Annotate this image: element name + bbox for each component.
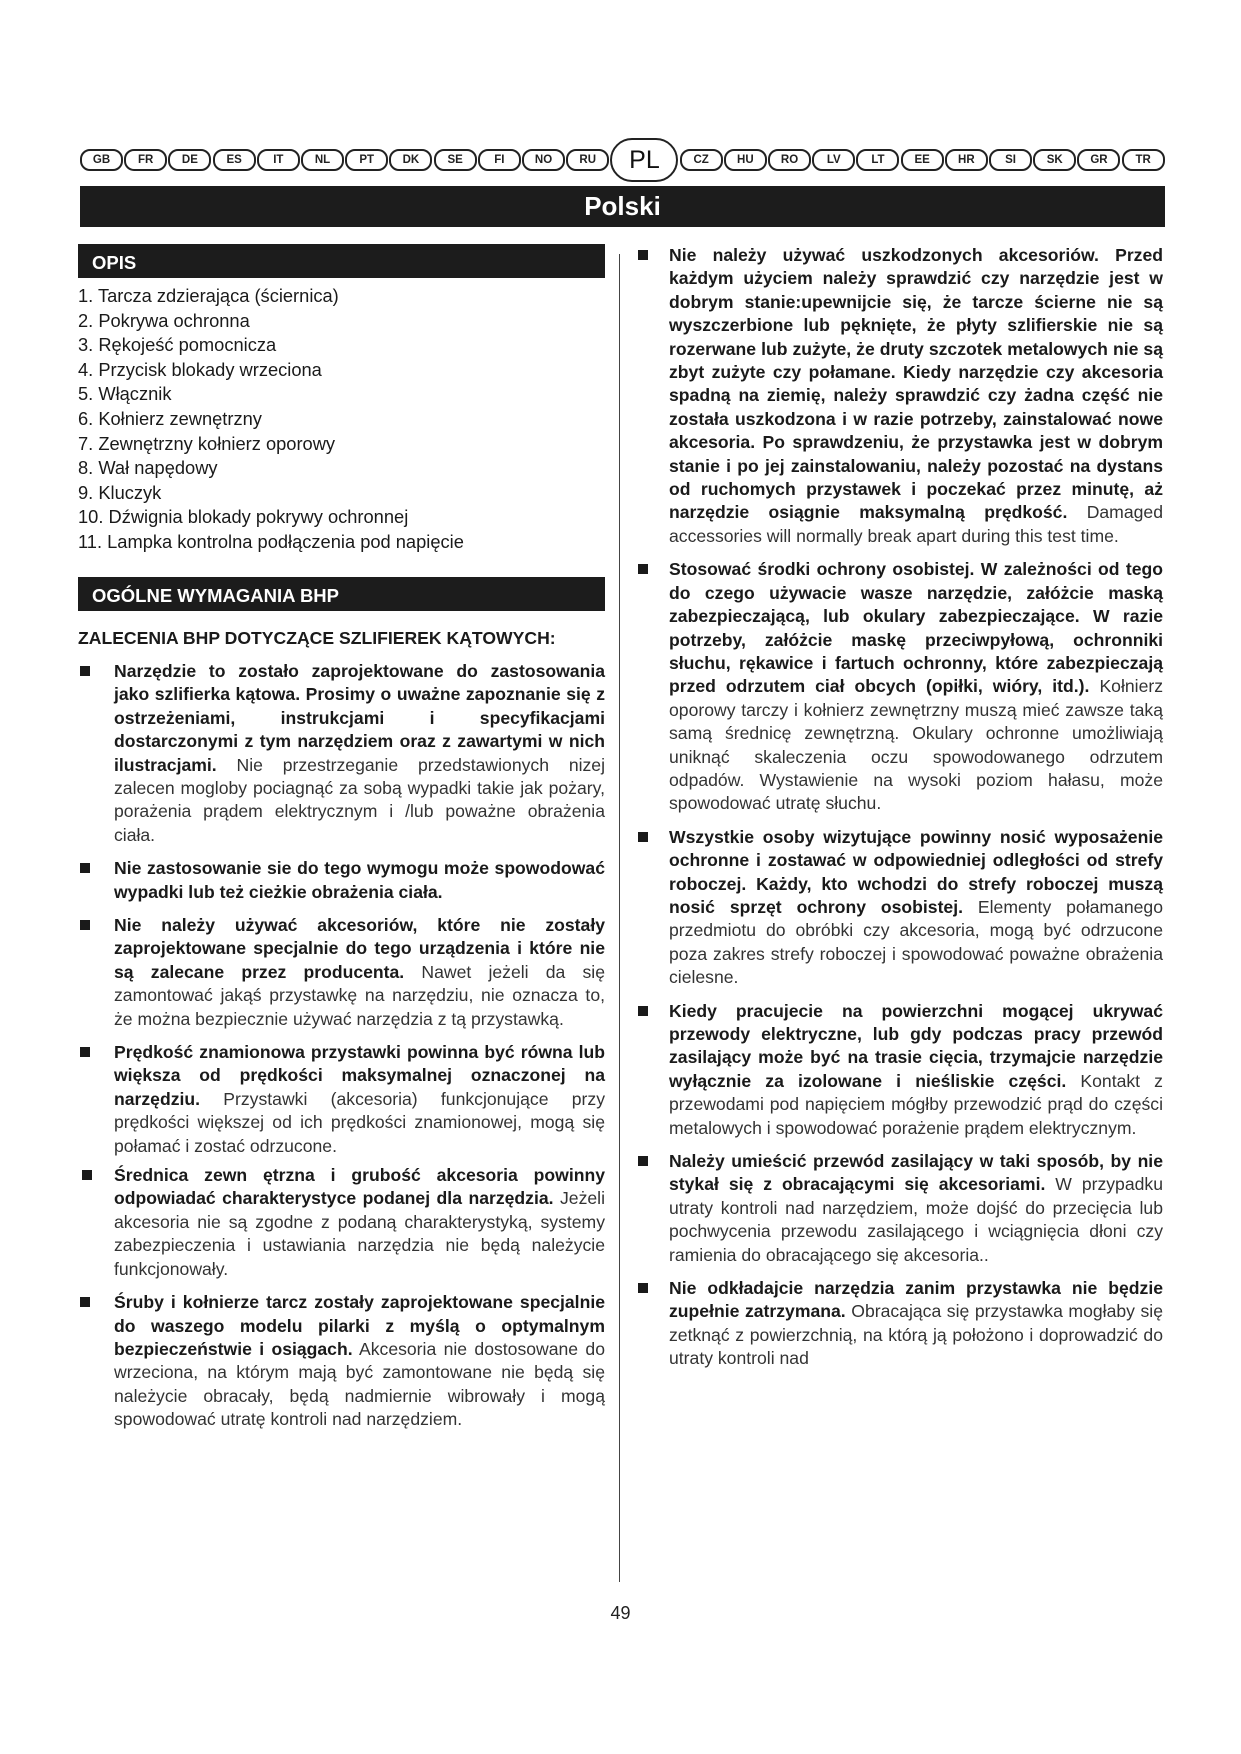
bhp-heading: OGÓLNE WYMAGANIA BHP [78, 577, 605, 611]
lang-badge-gr: GR [1077, 149, 1120, 171]
bullet-text: Przystawki (akcesoria) funkcjonujące przy prędkości większej od ich prędkości znamionowej, mogą się połamać i zostać odrzucone. [114, 1088, 605, 1156]
lang-badge-it: IT [257, 149, 300, 171]
list-item: 4. Przycisk blokady wrzeciona [78, 358, 322, 380]
list-item: 5. Włącznik [78, 383, 172, 405]
safety-bullet [636, 1000, 1163, 1140]
list-item: 11. Lampka kontrolna podłączenia pod napięcie [78, 530, 464, 552]
right-column [636, 244, 1163, 1371]
list-item: 3. Rękojeść pomocnicza [78, 334, 277, 356]
parts-list [78, 284, 605, 555]
lang-badge-fi: FI [478, 149, 521, 171]
safety-bullet [78, 857, 605, 904]
bullet-text: Kontakt z przewodami pod napięciem mógłby przewodzić prąd do części metalowych i spowodować porażenie prądem elektrycznym. [669, 1070, 1163, 1138]
language-bar [80, 138, 1165, 182]
safety-bullet [78, 660, 605, 847]
lang-badge-fr: FR [124, 149, 167, 171]
lang-badge-lv: LV [812, 149, 855, 171]
list-item: 7. Zewnętrzny kołnierz oporowy [78, 432, 336, 454]
bullet-bold-text: Średnica zewn ętrzna i grubość akcesoria powinny odpowiadać charakterystyce podanej dla narzędzia. [114, 1165, 605, 1209]
lang-badge-es: ES [213, 149, 256, 171]
bullet-bold-text: Nie należy używać akcesoriów, które nie zostały zaprojektowane specjalnie do tego urządzenia i które nie są zalecane przez producenta. [114, 915, 605, 982]
safety-bullet [78, 914, 605, 1031]
bullet-bold-text: Nie zastosowanie sie do tego wymogu może spowodować wypadki lub też cieżkie obrażenia ciała. [114, 858, 605, 902]
safety-bullet [78, 1164, 605, 1281]
lang-badge-pt: PT [345, 149, 388, 171]
left-column [78, 244, 605, 1432]
safety-bullet [636, 558, 1163, 815]
lang-badge-no: NO [522, 149, 565, 171]
lang-badge-hr: HR [945, 149, 988, 171]
lang-badge-si: SI [989, 149, 1032, 171]
lang-badge-de: DE [168, 149, 211, 171]
bullet-bold-text: Stosować środki ochrony osobistej. W zależności od tego do czego używacie wasze narzędzie, załóżcie maską zabezpieczającą, lub okulary zabezpieczające. W razie potrzeby, załóżcie maskę przeciwpyłową, ochronniki słuchu, rękawice i fartuch ochronny, które zabezpieczają przed odrzutem ciał obcych (opiłki, wióry, itd.). [669, 559, 1163, 697]
lang-badge-cz: CZ [680, 149, 723, 171]
lang-badge-ro: RO [768, 149, 811, 171]
safety-bullet [636, 1150, 1163, 1267]
bullet-bold-text: Kiedy pracujecie na powierzchni mogącej ukrywać przewody elektryczne, lub gdy podczas pracy przewód zasilający może być na trasie cięcia, trzymajcie narzędzie wyłącznie za izolowane i nieśliskie części. [669, 1000, 1163, 1091]
list-item: 10. Dźwignia blokady pokrywy ochronnej [78, 506, 409, 528]
lang-badge-hu: HU [724, 149, 767, 171]
bullet-bold-text: Narzędzie to zostało zaprojektowane do zastosowania jako szlifierka kątowa. Prosimy o uważne zapoznanie się z ostrzeżeniami, instrukcjami i specyfikacjami dostarczonymi z tym narzędziem oraz z zawartymi w nich ilustracjami. [114, 660, 605, 775]
bullet-bold-text: Nie należy używać uszkodzonych akcesoriów. Przed każdym użyciem należy sprawdzić czy narzędzie jest w dobrym stanie:upewnijcie się, że tarcze ścierne nie są wyszczerbione lub pęknięte, że płyty szlifierskie nie są rozerwane lub zużyte, że druty szczotek metalowych nie są zbyt zużyte czy połamane. Kiedy narzędzie czy akcesoria spadną na ziemię, należy sprawdzić czy żadna część nie została uszkodzona i w razie potrzeby, zainstalować nowe akcesoria. Po sprawdzeniu, że przystawka jest w dobrym stanie i po jej zainstalowaniu, należy pozostać na dystans od ruchomych przystawek i poczekać przez minutę, aż narzędzie osiągnie maksymalną prędkość. [669, 245, 1163, 523]
list-item: 9. Kluczyk [78, 481, 162, 503]
bullet-bold-text: Śruby i kołnierze tarcz zostały zaprojektowane specjalnie do waszego modelu pilarki z myślą o optymalnym bezpieczeństwie i osiągach. [114, 1292, 605, 1359]
bullet-text: Akcesoria nie dostosowane do wrzeciona, na którym mają być zamontowane nie będą się należycie obracały, będą nadmiernie wibrowały i mogą spowodować utratę kontroli nad narzędziem. [114, 1338, 606, 1430]
bullet-text: Obracająca się przystawka mogłaby się zetknąć z powierzchnią, na którą ją położono i doprowadzić do utraty kontroli nad [669, 1301, 1163, 1369]
lang-badge-sk: SK [1033, 149, 1076, 171]
lang-badge-se: SE [434, 149, 477, 171]
lang-badge-tr: TR [1122, 149, 1165, 171]
bullet-text: Kołnierz oporowy tarczy i kołnierz zewnętrzny muszą mieć zawsze taką samą średnicę zewnętrzną. Okulary ochronne umożliwiają uniknąć skaleczenia oczu spowodowanego odrzutem odpadów. Wystawienie na wysoki poziom hałasu, może spowodować utratę słuchu. [669, 676, 1164, 814]
bullet-text: Elementy połamanego przedmiotu do obróbki czy akcesoria, mogą być odrzucone poza zakres strefy roboczej i spowodować poważne obrażenia cielesne. [669, 896, 1163, 988]
bullet-text: W przypadku utraty kontroli nad narzędziem, może dojść do przecięcia lub pochwycenia przewodu zasilającego i wciągnięcia dłoni czy ramienia do obracającego się akcesoria.. [669, 1174, 1163, 1265]
list-item: 6. Kołnierz zewnętrzny [78, 407, 262, 429]
list-item: 1. Tarcza zdzierająca (ściernica) [78, 285, 339, 306]
page-title: Polski [80, 186, 1165, 227]
bullet-text: Nawet jeżeli da się zamontować jakąś przystawkę na narzędziu, nie oznacza to, że można bezpiecznie używać narzędzia z tą przystawką. [114, 961, 606, 1029]
lang-badge-ee: EE [901, 149, 944, 171]
list-item: 8. Wał napędowy [78, 457, 218, 479]
bullet-text: Damaged accessories will normally break apart during this test time. [669, 502, 1163, 546]
safety-bullet [636, 244, 1163, 548]
lang-badge-lt: LT [856, 149, 899, 171]
safety-bullet [636, 1277, 1163, 1371]
lang-badge-gb: GB [80, 149, 123, 171]
safety-bullet [78, 1041, 605, 1158]
bullet-text: Jeżeli akcesoria nie są zgodne z podaną charakterystyką, systemy zabezpieczenia i ustawiania narzędzia nie będą należycie funkcjonowały. [114, 1188, 605, 1279]
bullet-bold-text: Prędkość znamionowa przystawki powinna być równa lub większa od prędkości maksymalnej oznaczonej na narzędziu. [114, 1042, 605, 1109]
lang-badge-dk: DK [389, 149, 432, 171]
lang-badge-pl-active: PL [610, 138, 678, 182]
column-divider [619, 254, 620, 1582]
lang-badge-ru: RU [566, 149, 609, 171]
bullet-bold-text: Nie odkładajcie narzędzia zanim przystawka nie będzie zupełnie zatrzymana. [669, 1278, 1163, 1322]
bullet-bold-text: Należy umieścić przewód zasilający w taki sposób, by nie stykał się z obracającymi się akcesoriami. [669, 1151, 1163, 1195]
bullet-bold-text: Wszystkie osoby wizytujące powinny nosić wyposażenie ochronne i zostawać w odpowiedniej odległości od strefy roboczej. Każdy, kto wchodzi do strefy roboczej muszą nosić sprzęt ochrony osobistej. [669, 826, 1163, 917]
bullet-text: Nie przestrzeganie przedstawionych nizej zalecen mogloby pociagnąć za sobą wypadki takie jak pożary, porażenia prądem elektrycznym i /lub poważne obrażenia ciała. [114, 754, 605, 845]
safety-bullet [636, 826, 1163, 990]
opis-heading: OPIS [78, 244, 605, 278]
bhp-subheading: ZALECENIA BHP DOTYCZĄCE SZLIFIEREK KĄTOWYCH: [78, 627, 556, 648]
lang-badge-nl: NL [301, 149, 344, 171]
page-number: 49 [610, 1603, 631, 1623]
safety-bullet [78, 1291, 605, 1431]
list-item: 2. Pokrywa ochronna [78, 309, 250, 331]
